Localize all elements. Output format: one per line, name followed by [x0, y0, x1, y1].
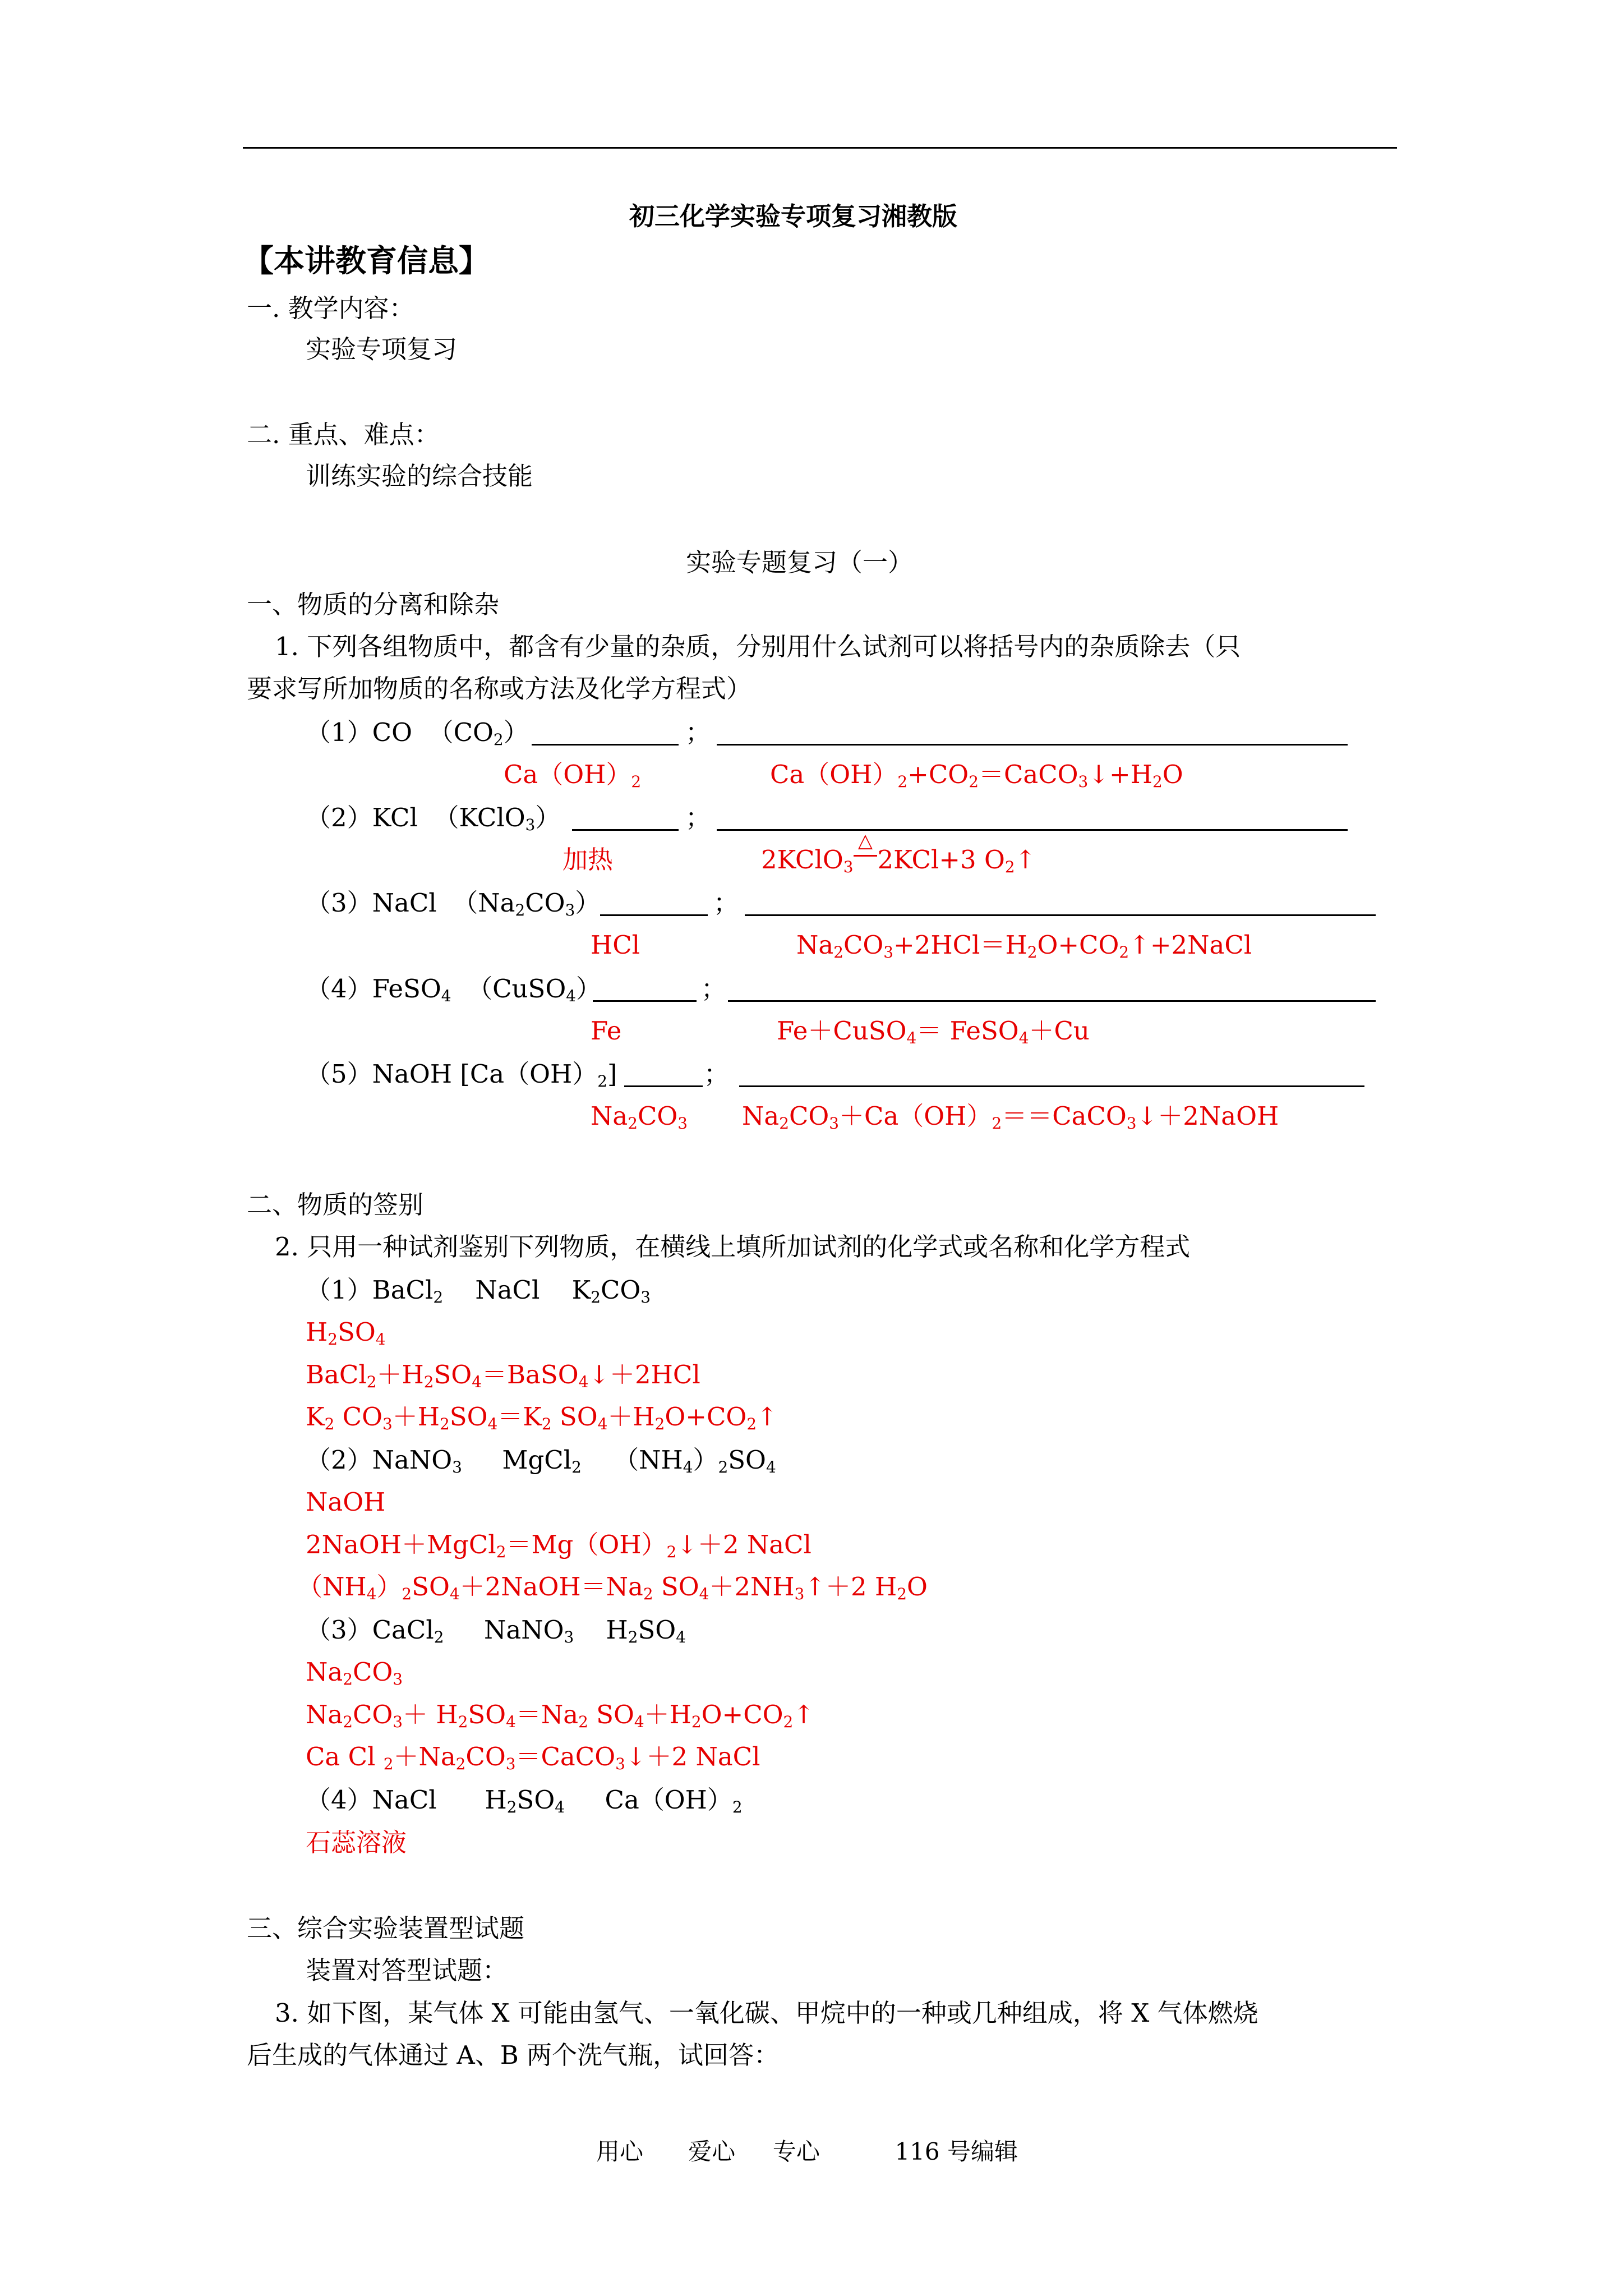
answer-blank-2a	[572, 829, 679, 831]
q1-item-2-reagent: 加热	[562, 845, 614, 875]
q2-group-4-substances: （4）NaCl $H_2SO_4$ $Ca(OH)_2$	[306, 1785, 743, 1816]
q1-item-4-prompt: （4）FeSO$_4$ （CuSO$_4$）	[306, 974, 602, 1005]
q1-item-5-equation: $Na_2CO_3+Ca(OH)_2==CaCO_3↓+2NaOH$	[742, 1101, 1279, 1133]
header-rule	[243, 147, 1397, 149]
answer-blank-3b	[745, 914, 1376, 916]
q2-group-4-reagent: 石蕊溶液	[306, 1828, 407, 1857]
part-3-subheading: 装置对答型试题：	[306, 1955, 508, 1985]
info-header: 【本讲教育信息】	[243, 242, 490, 279]
question-2-line: 2. 只用一种试剂鉴别下列物质，在横线上填所加试剂的化学式或名称和化学方程式	[275, 1232, 1191, 1262]
answer-blank-1a	[532, 744, 679, 746]
semicolon: ；	[685, 717, 711, 747]
question-3-line-2: 后生成的气体通过 A、B 两个洗气瓶，试回答：	[247, 2040, 780, 2070]
part-1-heading: 一、物质的分离和除杂	[247, 590, 500, 619]
question-1-line-2: 要求写所加物质的名称或方法及化学方程式）	[247, 674, 752, 703]
semicolon: ；	[701, 974, 727, 1004]
q1-item-4-equation: Fe＋CuSO$_4$＝ FeSO$_4$＋Cu	[777, 1016, 1090, 1047]
q2-group-2-reagent: NaOH	[306, 1487, 386, 1517]
q1-item-1-reagent: $Ca(OH)_2$	[504, 760, 642, 791]
answer-blank-1b	[717, 744, 1348, 746]
q1-item-3-prompt: （3）NaCl $(Na_2CO_3)$	[306, 888, 601, 919]
answer-blank-4a	[593, 1000, 697, 1002]
q2-group-3-substances: （3）CaCl$_2$ NaNO$_3$ $H_2SO_4$	[306, 1615, 686, 1646]
q1-item-3-equation: $Na_2CO_3+2HCl=H_2O+CO_2↑+2NaCl$	[796, 930, 1252, 961]
part-3-heading: 三、综合实验装置型试题	[247, 1913, 525, 1943]
section-1-body: 实验专项复习	[306, 334, 458, 364]
q1-item-1-prompt: （1）CO $(CO_2)$	[306, 717, 529, 749]
section-2-heading: 二. 重点、难点：	[247, 420, 440, 449]
q2-group-2-equation-2: $(NH_4)_2SO_4+2NaOH=Na_2$ $SO_4+2NH_3↑+2$ $H_2O$	[297, 1572, 928, 1603]
q1-item-5-reagent: $Na_2CO_3$	[591, 1101, 688, 1133]
q1-item-1-equation: $Ca(OH)_2+CO_2=CaCO_3↓+H_2O$	[770, 760, 1183, 791]
q2-group-3-equation-1: $Na_2CO_3+ H_2SO_4=Na_2$ $SO_4+H_2O+CO_2↑$	[306, 1700, 814, 1731]
semicolon: ；	[685, 803, 711, 832]
q2-group-1-substances: （1）BaCl$_2$ NaCl $K_2CO_3$	[306, 1275, 651, 1306]
q2-group-1-reagent: $H_2SO_4$	[306, 1317, 386, 1349]
q1-item-2-prompt: （2）KCl （KClO$_3$）	[306, 803, 561, 834]
heating-condition-mark: △	[854, 847, 878, 872]
document-title: 初三化学实验专项复习湘教版	[629, 201, 958, 231]
answer-blank-5a	[624, 1085, 703, 1087]
q1-item-2-equation: 2KClO$_3$ △ 2KCl+3 $O_2↑$	[761, 830, 1036, 876]
answer-blank-2b	[717, 829, 1348, 831]
answer-blank-5b	[739, 1085, 1364, 1087]
q2-group-3-equation-2: Ca Cl $_2+Na_2CO_3=CaCO_3↓+2$ NaCl	[306, 1742, 760, 1773]
topic-title: 实验专题复习（一）	[686, 547, 914, 577]
question-3-line-1: 3. 如下图，某气体 X 可能由氢气、一氧化碳、甲烷中的一种或几种组成，将 X 气体燃烧	[275, 1998, 1258, 2028]
part-2-heading: 二、物质的签别	[247, 1190, 424, 1220]
q2-group-3-reagent: $Na_2CO_3$	[306, 1657, 403, 1688]
q1-item-5-prompt: （5）NaOH $[Ca(OH)_2]$	[306, 1059, 617, 1091]
section-2-body: 训练实验的综合技能	[306, 461, 533, 491]
q2-group-1-equation-2: $K_2$ $CO_3+H_2SO_4=K_2$ $SO_4+H_2O+CO_2↑$	[306, 1402, 778, 1433]
question-1-line-1: 1. 下列各组物质中，都含有少量的杂质，分别用什么试剂可以将括号内的杂质除去（只	[275, 632, 1241, 661]
q1-item-4-reagent: Fe	[591, 1016, 622, 1046]
answer-blank-3a	[600, 914, 708, 916]
footer: 用心 爱心 专心 116 号编辑	[596, 2138, 1018, 2165]
section-1-heading: 一. 教学内容：	[247, 293, 414, 323]
q2-group-2-substances: （2）NaNO$_3$ MgCl$_2$ $(NH_4)_2SO_4$	[306, 1445, 776, 1476]
q1-item-3-reagent: HCl	[591, 930, 640, 960]
semicolon: ；	[704, 1059, 730, 1089]
semicolon: ；	[713, 888, 739, 918]
q2-group-2-equation-1: $2NaOH+MgCl_2=Mg(OH)_2↓+2$ NaCl	[306, 1530, 811, 1561]
answer-blank-4b	[728, 1000, 1376, 1002]
q2-group-1-equation-1: $BaCl_2+H_2SO_4=BaSO_4↓+2HCl$	[306, 1360, 700, 1391]
